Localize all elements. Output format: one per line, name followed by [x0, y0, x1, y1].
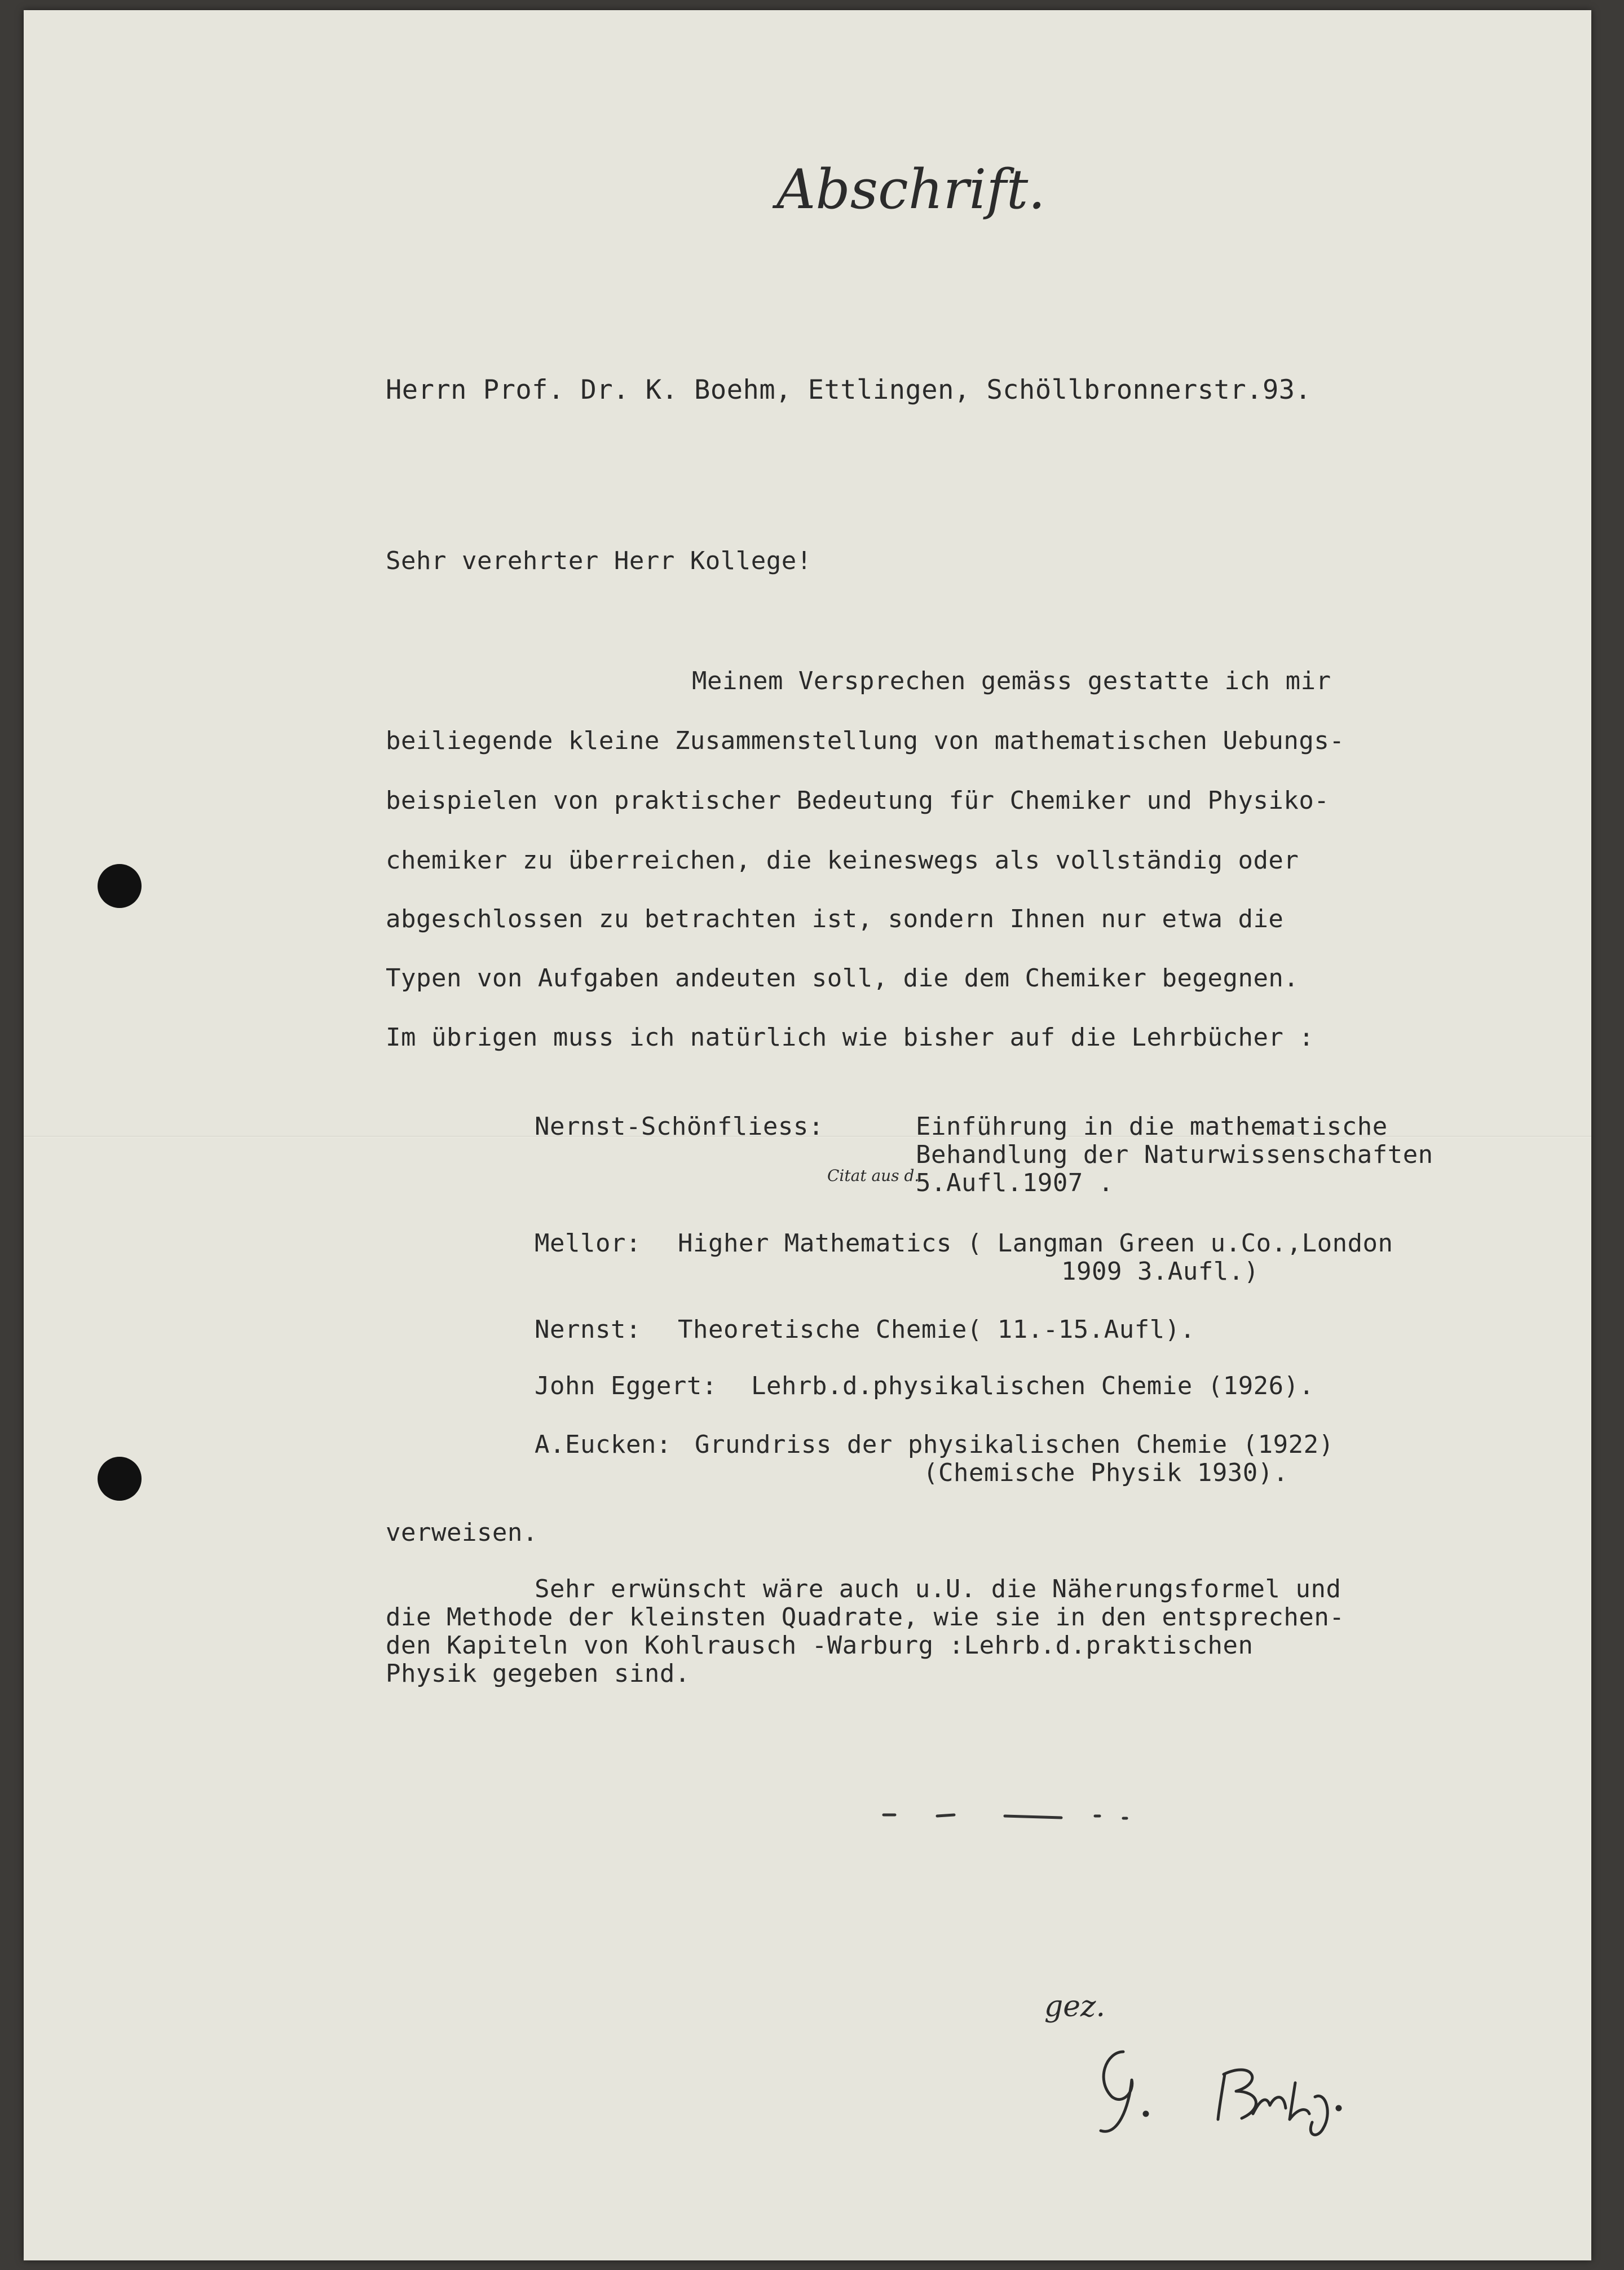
reference-text: 5.Aufl.1907 . — [916, 1169, 1114, 1197]
reference-label: Nernst: — [535, 1315, 641, 1344]
paragraph1-line: chemiker zu überreichen, die keineswegs als vollständig oder — [386, 846, 1299, 875]
reference-text: Grundriss der physikalischen Chemie (1922) — [695, 1430, 1334, 1459]
paragraph1-line: Typen von Aufgaben andeuten soll, die dem Chemiker begegnen. — [386, 964, 1299, 993]
reference-label: Mellor: — [535, 1229, 641, 1258]
reference-label: A.Eucken: — [535, 1430, 672, 1459]
punch-hole-bottom — [98, 1457, 142, 1501]
paragraph2-line: Physik gegeben sind. — [386, 1659, 690, 1688]
paragraph2-line: Sehr erwünscht wäre auch u.U. die Näherungsformel und — [535, 1575, 1341, 1603]
reference-label: Nernst-Schönfliess: — [535, 1112, 824, 1141]
paragraph2-line: die Methode der kleinsten Quadrate, wie sie in den entsprechen- — [386, 1603, 1345, 1632]
dash-separator — [881, 1804, 1140, 1826]
paragraph1-line: Meinem Versprechen gemäss gestatte ich mir — [692, 667, 1331, 695]
reference-label: John Eggert: — [535, 1372, 717, 1400]
closing-word: verweisen. — [386, 1518, 538, 1547]
reference-text: (Chemische Physik 1930). — [923, 1458, 1288, 1487]
signature-prefix: gez. — [1044, 1990, 1105, 2024]
reference-text: Einführung in die mathematische — [916, 1112, 1388, 1141]
paragraph2-line: den Kapiteln von Kohlrausch -Warburg :Lehrb.d.praktischen — [386, 1631, 1254, 1660]
reference-text: Lehrb.d.physikalischen Chemie (1926). — [751, 1372, 1314, 1400]
reference-margin-note: Citat aus d. — [827, 1166, 920, 1185]
paragraph1-line: abgeschlossen zu betrachten ist, sondern Ihnen nur etwa die — [386, 905, 1284, 933]
reference-text: Higher Mathematics ( Langman Green u.Co.,London — [678, 1229, 1393, 1258]
handwritten-title: Abschrift. — [776, 158, 1045, 221]
paragraph1-line: beiliegende kleine Zusammenstellung von mathematischen Uebungs- — [386, 726, 1345, 755]
reference-text: Theoretische Chemie( 11.-15.Aufl). — [678, 1315, 1195, 1344]
signature-name — [1118, 2052, 1307, 2098]
reference-text: 1909 3.Aufl.) — [1061, 1257, 1259, 1286]
document-page — [24, 10, 1591, 2260]
paragraph1-line: beispielen von praktischer Bedeutung für Chemiker und Physiko- — [386, 786, 1330, 815]
addressee-line: Herrn Prof. Dr. K. Boehm, Ettlingen, Schöllbronnerstr.93. — [386, 374, 1312, 405]
reference-text: Behandlung der Naturwissenschaften — [916, 1140, 1433, 1169]
punch-hole-top — [98, 864, 142, 908]
paragraph1-line: Im übrigen muss ich natürlich wie bisher auf die Lehrbücher : — [386, 1023, 1314, 1052]
salutation: Sehr verehrter Herr Kollege! — [386, 546, 812, 575]
